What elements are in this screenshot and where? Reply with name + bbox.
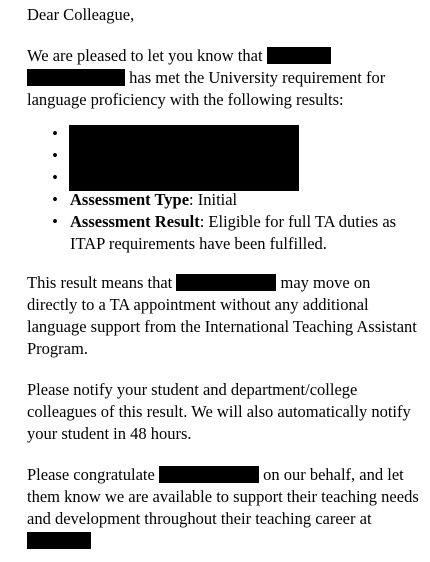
assessment-type-value: : Initial [189, 190, 238, 209]
congratulate-paragraph [27, 464, 422, 552]
bullet-icon: • [52, 190, 58, 209]
redacted-name [176, 274, 276, 291]
result-meaning-paragraph [27, 272, 422, 360]
bullet-icon: • [52, 212, 58, 231]
bullet-icon: • [52, 124, 58, 143]
assessment-type-label: Assessment Type [70, 190, 190, 209]
intro-paragraph [27, 45, 422, 111]
redacted-list-item [27, 123, 422, 145]
notify-paragraph: Please notify your student and department/college colleagues of this result. We will also automatically notify your student in 48 hours. [27, 380, 411, 443]
result-meaning-text-end: may move on directly to a TA appointment without any additional language support from the International Teaching Assistant Program. [27, 273, 417, 358]
assessment-result-label: Assessment Result [70, 212, 200, 231]
intro-text-end: has met the University requirement for language proficiency with the following results: [27, 68, 386, 109]
redacted-name-part2 [27, 69, 125, 86]
redacted-list-item [27, 167, 422, 189]
assessment-result-item [27, 211, 422, 255]
results-list [27, 123, 422, 255]
intro-text-start: We are pleased to let you know that [27, 46, 263, 65]
bullet-icon: • [52, 168, 58, 187]
assessment-result-value: : Eligible for full TA duties as ITAP requirements have been fulfilled. [70, 212, 397, 253]
redacted-institution [27, 532, 91, 549]
bullet-icon: • [52, 146, 58, 165]
congratulate-text-start: Please congratulate [27, 465, 155, 484]
redacted-list-item [27, 145, 422, 167]
congratulate-text-end: on our behalf, and let them know we are available to support their teaching needs and development throughout their teaching career at [27, 465, 419, 528]
result-meaning-text-start: This result means that [27, 273, 173, 292]
redacted-name [159, 466, 259, 483]
letter-body [27, 4, 422, 552]
redacted-name-part1 [267, 47, 331, 64]
assessment-type-item [27, 189, 422, 211]
greeting: Dear Colleague, [27, 5, 135, 24]
